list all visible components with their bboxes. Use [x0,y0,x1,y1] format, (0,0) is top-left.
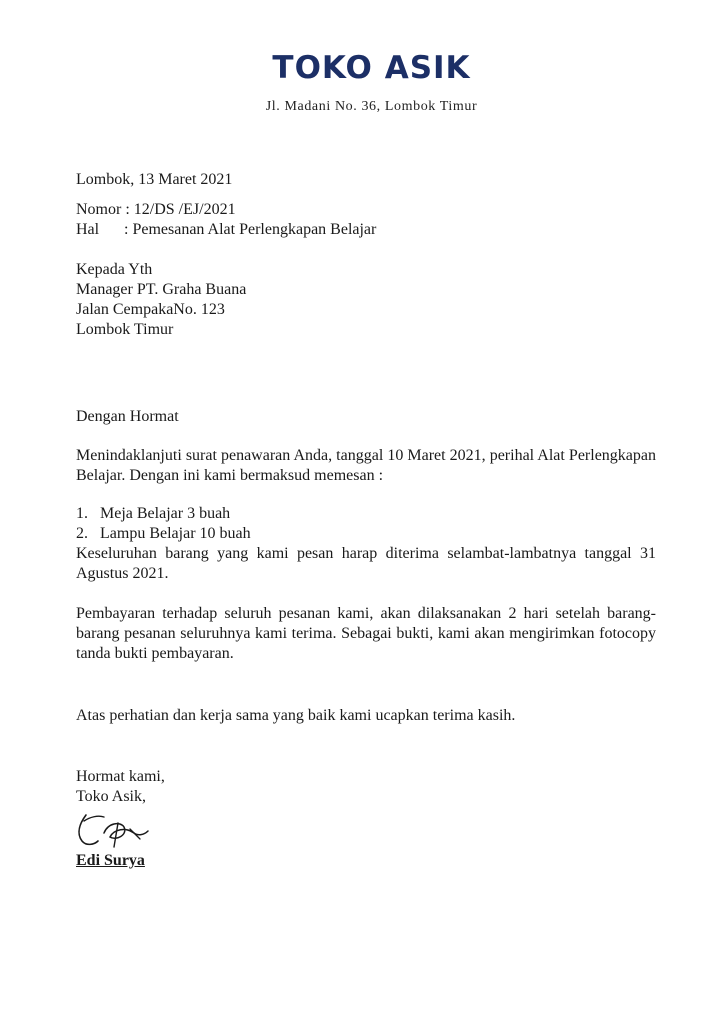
letter-meta [76,200,656,240]
recipient-line: Kepada Yth [76,261,153,278]
company-name: TOKO ASIK [272,50,471,86]
recipient-line: Manager PT. Graha Buana [76,281,247,298]
list-item [76,504,656,524]
recipient-block [76,260,656,340]
closing-remark: Atas perhatian dan kerja sama yang baik kami ucapkan terima kasih. [76,707,516,724]
recipient-line: Lombok Timur [76,321,174,338]
list-item [76,524,656,544]
signer-name: Edi Surya [76,852,145,869]
order-list [76,504,656,544]
company-address: Jl. Madani No. 36, Lombok Timur [265,99,478,114]
list-item-number: 2. [76,525,88,542]
list-item-text: Meja Belajar 3 buah [100,505,231,522]
letter-body [76,170,656,871]
handwritten-signature [74,809,154,851]
list-item-number: 1. [76,505,88,522]
place-date: Lombok, 13 Maret 2021 [76,171,233,188]
signoff-block [76,767,656,807]
paragraph-intro: Menindaklanjuti surat penawaran Anda, tanggal 10 Maret 2021, perihal Alat Perlengkapan Belajar. Dengan ini kami bermaksud memesan : [76,447,656,484]
paragraph-payment: Pembayaran terhadap seluruh pesanan kami, akan dilaksanakan 2 hari setelah barang-barang pesanan seluruhnya kami terima. Sebagai bukti, kami akan mengirimkan fotocopy tanda bukti pembayaran. [76,605,656,662]
nomor-value: : 12/DS /EJ/2021 [125,201,236,218]
paragraph-deadline: Keseluruhan barang yang kami pesan harap diterima selambat-lambatnya tanggal 31 Agustus 2021. [76,545,656,582]
hal-value: : Pemesanan Alat Perlengkapan Belajar [124,221,377,238]
hal-key: Hal [76,221,100,238]
list-item-text: Lampu Belajar 10 buah [100,525,251,542]
nomor-key: Nomor [76,201,122,218]
hal-row [76,220,656,240]
signoff-company: Toko Asik, [76,788,146,805]
nomor-row [76,200,656,220]
greeting: Dengan Hormat [76,408,179,425]
signoff-line: Hormat kami, [76,768,165,785]
recipient-line: Jalan CempakaNo. 123 [76,301,225,318]
